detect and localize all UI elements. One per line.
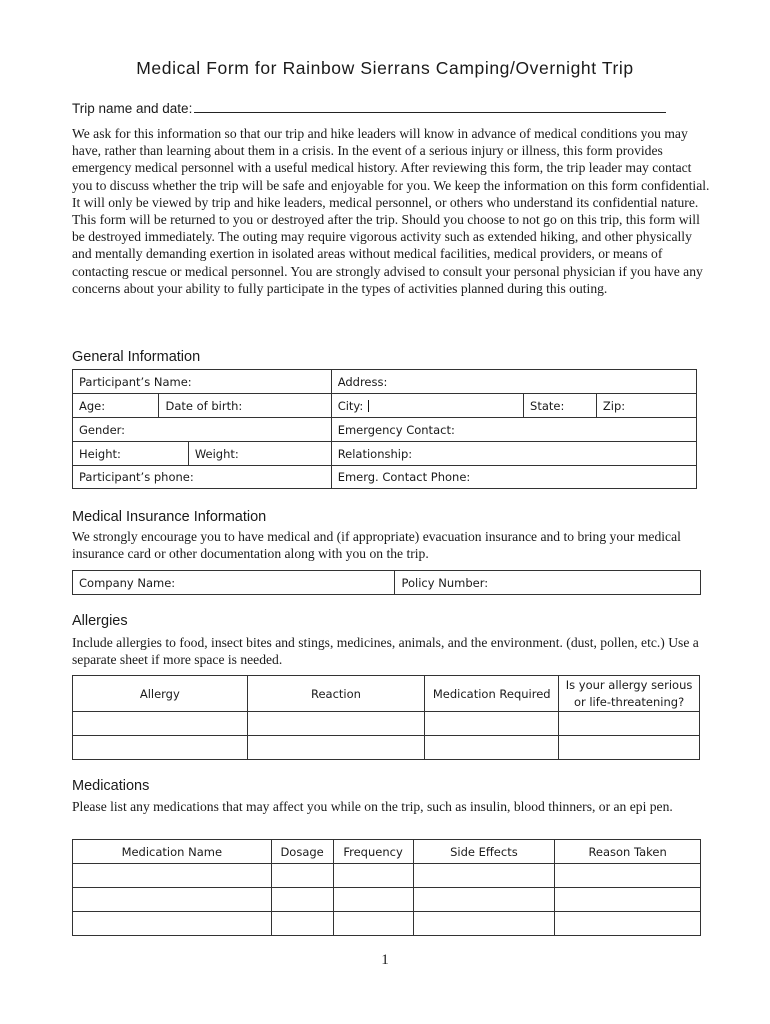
- relationship-field[interactable]: Relationship:: [331, 442, 696, 466]
- page-title: Medical Form for Rainbow Sierrans Camping/Overnight Trip: [136, 58, 634, 78]
- insurance-paragraph: We strongly encourage you to have medical and (if appropriate) evacuation insurance and to bring your medical insurance card or other documentation along with you on the trip.: [72, 529, 681, 562]
- col-reaction-header: Reaction: [247, 676, 425, 712]
- medications-paragraph: Please list any medications that may affect you while on the trip, such as insulin, blood thinners, or an epi pen.: [72, 799, 673, 814]
- col-serious-line-1: Is your allergy serious: [565, 677, 693, 692]
- medication-name-cell[interactable]: [73, 912, 272, 936]
- page-number: 1: [381, 952, 389, 968]
- trip-name-date-label: Trip name and date:: [72, 101, 193, 116]
- dosage-cell[interactable]: [271, 864, 333, 888]
- insurance-table: [72, 570, 701, 595]
- reaction-cell[interactable]: [247, 736, 425, 760]
- frequency-cell[interactable]: [333, 912, 413, 936]
- allergy-cell[interactable]: [73, 712, 248, 736]
- col-serious-header: [559, 676, 700, 712]
- col-serious-line-2: or life-threatening?: [573, 694, 685, 709]
- table-header-row: [73, 676, 700, 712]
- col-medication-required-header: Medication Required: [425, 676, 559, 712]
- height-field[interactable]: Height:: [73, 442, 189, 466]
- table-row: [73, 370, 697, 394]
- col-allergy-header: Allergy: [73, 676, 248, 712]
- table-row: [73, 864, 701, 888]
- reason-taken-cell[interactable]: [555, 864, 701, 888]
- side-effects-cell[interactable]: [413, 864, 555, 888]
- table-row: [73, 712, 700, 736]
- date-of-birth-field[interactable]: Date of birth:: [159, 394, 331, 418]
- col-frequency-header: Frequency: [333, 840, 413, 864]
- side-effects-cell[interactable]: [413, 888, 555, 912]
- dosage-cell[interactable]: [271, 912, 333, 936]
- city-field[interactable]: [331, 394, 523, 418]
- table-row: [73, 466, 697, 489]
- allergy-cell[interactable]: [73, 736, 248, 760]
- col-reason-taken-header: Reason Taken: [555, 840, 701, 864]
- frequency-cell[interactable]: [333, 864, 413, 888]
- dosage-cell[interactable]: [271, 888, 333, 912]
- table-row: [73, 888, 701, 912]
- address-field[interactable]: Address:: [331, 370, 696, 394]
- table-header-row: [73, 840, 701, 864]
- weight-field[interactable]: Weight:: [188, 442, 331, 466]
- reaction-cell[interactable]: [247, 712, 425, 736]
- allergies-table: [72, 675, 700, 760]
- allergies-heading: Allergies: [72, 613, 128, 629]
- table-row: [73, 394, 697, 418]
- table-row: [73, 442, 697, 466]
- medication-required-cell[interactable]: [425, 736, 559, 760]
- side-effects-cell[interactable]: [413, 912, 555, 936]
- reason-taken-cell[interactable]: [555, 912, 701, 936]
- emergency-contact-phone-field[interactable]: Emerg. Contact Phone:: [331, 466, 696, 489]
- serious-cell[interactable]: [559, 736, 700, 760]
- zip-field[interactable]: Zip:: [596, 394, 696, 418]
- frequency-cell[interactable]: [333, 888, 413, 912]
- gender-field[interactable]: Gender:: [73, 418, 332, 442]
- participant-phone-field[interactable]: Participant’s phone:: [73, 466, 332, 489]
- age-field[interactable]: Age:: [73, 394, 159, 418]
- medication-required-cell[interactable]: [425, 712, 559, 736]
- general-info-table: [72, 369, 697, 489]
- table-row: [73, 736, 700, 760]
- text-cursor: [368, 400, 369, 412]
- policy-number-field[interactable]: Policy Number:: [395, 571, 701, 595]
- participant-name-field[interactable]: Participant’s Name:: [73, 370, 332, 394]
- reason-taken-cell[interactable]: [555, 888, 701, 912]
- medications-heading: Medications: [72, 778, 150, 794]
- table-row: [73, 912, 701, 936]
- table-row: [73, 418, 697, 442]
- state-field[interactable]: State:: [524, 394, 597, 418]
- insurance-heading: Medical Insurance Information: [72, 509, 267, 525]
- company-name-field[interactable]: Company Name:: [73, 571, 395, 595]
- col-medication-name-header: Medication Name: [73, 840, 272, 864]
- intro-paragraph: We ask for this information so that our trip and hike leaders will know in advance of medical conditions you may have, rather than learning about them in a crisis. In the event of a serious injury or illness, this form provides emergency medical personnel with a useful medical history. After reviewing this form, the trip leader may contact you to discuss whether the trip will be safe and enjoyable for you. We keep the information on this form confidential. It will only be viewed by trip and hike leaders, medical personnel, or others who understand its confidential nature. This form will be returned to you or destroyed after the trip. Should you choose to not go on this trip, this form will be destroyed immediately. The outing may require vigorous activity such as extended hiking, and other physically and mentally demanding exertion in isolated areas without medical facilities, medical providers, or means of contacting rescue or medical personnel. You are strongly advised to consult your personal physician if you have any concerns about your ability to fully participate in the types of activities planned during this outing.: [72, 126, 710, 296]
- city-label: City:: [337, 398, 364, 413]
- medication-name-cell[interactable]: [73, 888, 272, 912]
- trip-name-date-field[interactable]: [194, 99, 666, 113]
- table-row: [73, 571, 701, 595]
- allergies-paragraph: Include allergies to food, insect bites and stings, medicines, animals, and the environment. (dust, pollen, etc.) Use a separate sheet if more space is needed.: [72, 635, 699, 668]
- col-dosage-header: Dosage: [271, 840, 333, 864]
- general-info-heading: General Information: [72, 349, 201, 365]
- medications-table: [72, 839, 701, 936]
- serious-cell[interactable]: [559, 712, 700, 736]
- medication-name-cell[interactable]: [73, 864, 272, 888]
- emergency-contact-field[interactable]: Emergency Contact:: [331, 418, 696, 442]
- trip-name-date-row: [72, 99, 666, 116]
- col-side-effects-header: Side Effects: [413, 840, 555, 864]
